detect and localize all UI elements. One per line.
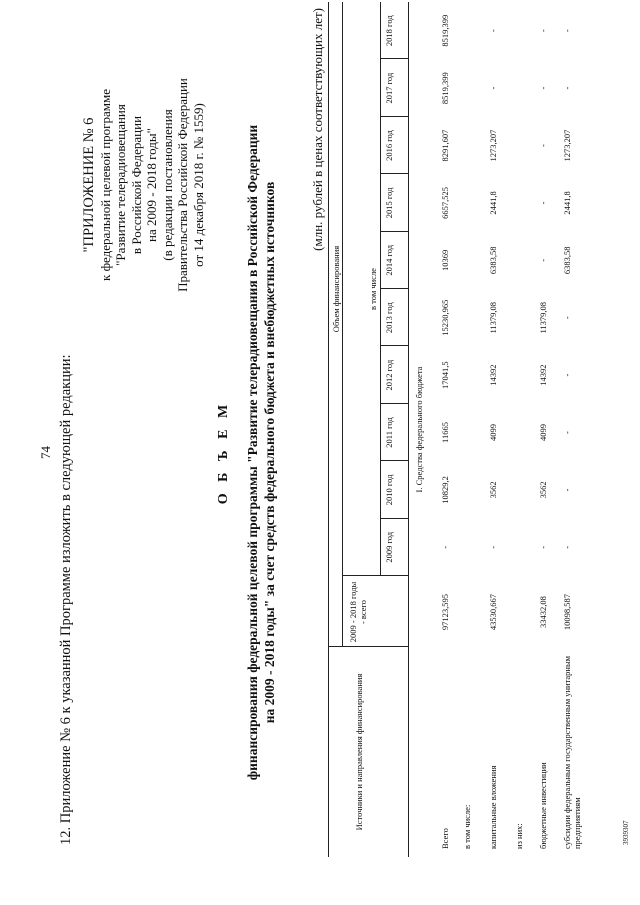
- table-cell: 3562: [538, 481, 548, 499]
- table-cell: -: [538, 144, 548, 147]
- appendix-title: "ПРИЛОЖЕНИЕ № 6: [81, 117, 97, 253]
- row-label: в том числе:: [462, 804, 472, 849]
- section-title: I. Средства федерального бюджета: [414, 366, 424, 493]
- table-cell: -: [562, 488, 572, 492]
- table-cell: -: [440, 545, 450, 549]
- row-label: капитальные вложения: [488, 765, 498, 849]
- table-cell: 8291,607: [440, 129, 450, 162]
- year-header: 2016 год: [384, 130, 394, 161]
- table-cell: 15230,965: [440, 299, 450, 336]
- table-cell: 1273,207: [488, 129, 498, 162]
- table-border: [380, 2, 381, 576]
- year-header: 2012 год: [384, 359, 394, 391]
- table-cell: -: [562, 545, 572, 549]
- heading-line: финансирования федеральной целевой программы "Развитие телерадиовещания в Российской Федерации: [245, 124, 260, 781]
- row-label: субсидии федеральным государственным унитарным предприятиям: [562, 655, 582, 849]
- appendix-line: "Развитие телерадиовещания: [113, 104, 128, 266]
- table-cell: 14392: [488, 364, 498, 386]
- row-label: из них:: [514, 823, 524, 849]
- year-header: 2011 год: [384, 417, 394, 448]
- header-source: Источники и направления финансирования: [354, 673, 364, 831]
- financing-table: [328, 2, 598, 857]
- table-cell: 4099: [488, 424, 498, 442]
- table-border: [408, 2, 409, 857]
- table-border: [328, 646, 408, 647]
- row-label: бюджетные инвестиции: [538, 762, 548, 849]
- table-border: [342, 2, 343, 647]
- year-header: 2013 год: [384, 302, 394, 334]
- appendix-line: (в редакции постановления: [159, 109, 175, 261]
- table-cell: 14392: [538, 364, 548, 386]
- table-cell: 11379,08: [538, 301, 548, 334]
- appendix-line: от 14 декабря 2018 г. № 1559): [190, 103, 206, 267]
- year-header: 2010 год: [384, 474, 394, 506]
- heading-word: О Б Ъ Е М: [216, 400, 231, 505]
- table-cell: -: [538, 258, 548, 262]
- appendix-line: на 2009 - 2018 годы": [144, 128, 159, 242]
- year-header: 2018 год: [384, 15, 394, 47]
- table-cell: -: [538, 29, 548, 33]
- table-cell: 97123,595: [440, 593, 450, 631]
- appendix-line: к федеральной целевой программе: [97, 89, 113, 281]
- table-cell: 11379,08: [488, 301, 498, 334]
- page-number: 74: [38, 446, 53, 459]
- table-cell: 6383,58: [488, 246, 498, 275]
- table-cell: -: [562, 431, 572, 434]
- table-cell: 43530,667: [488, 593, 498, 631]
- table-cell: -: [488, 86, 498, 90]
- table-border: [328, 2, 329, 857]
- table-cell: -: [562, 29, 572, 33]
- row-label: Всего: [440, 828, 450, 849]
- table-cell: -: [538, 201, 548, 205]
- table-cell: -: [538, 86, 548, 90]
- appendix-line: Правительства Российской Федерации: [175, 78, 190, 292]
- year-header: 2017 год: [384, 72, 394, 104]
- table-cell: 1273,207: [562, 129, 572, 162]
- table-cell: -: [562, 316, 572, 320]
- table-cell: 11665: [440, 422, 450, 443]
- appendix-header: [82, 5, 206, 365]
- table-cell: -: [562, 86, 572, 90]
- table-cell: 6657,525: [440, 186, 450, 219]
- table-cell: 3562: [488, 481, 498, 499]
- table-cell: -: [538, 545, 548, 549]
- table-cell: 8519,399: [440, 14, 450, 47]
- units-note: (млн. рублей в ценах соответствующих лет): [310, 8, 325, 251]
- table-cell: 10369: [440, 249, 450, 271]
- table-cell: 10829,2: [440, 476, 450, 504]
- table-cell: -: [488, 545, 498, 549]
- document-id: 3939307: [622, 820, 630, 845]
- table-cell: 33432,08: [538, 596, 548, 628]
- intro-text: 12. Приложение № 6 к указанной Программе изложить в следующей редакции:: [58, 354, 74, 845]
- table-cell: -: [562, 373, 572, 377]
- heading-line: на 2009 - 2018 годы" за счет средств федерального бюджета и внебюджетных источников: [262, 181, 277, 724]
- year-header: 2015 год: [384, 187, 394, 219]
- header-total: 2009 - 2018 годы - всего: [348, 581, 368, 643]
- table-cell: 17041,5: [440, 361, 450, 389]
- document-heading: [216, 0, 278, 905]
- year-header: 2009 год: [384, 531, 394, 563]
- table-cell: 10098,587: [562, 593, 572, 631]
- table-cell: 8519,399: [440, 72, 450, 105]
- table-cell: 2441,8: [562, 191, 572, 215]
- year-header: 2014 год: [384, 244, 394, 276]
- appendix-line: в Российской Федерации: [128, 115, 144, 255]
- table-cell: 6383,58: [562, 246, 572, 275]
- header-incl: в том числе: [368, 268, 378, 310]
- table-cell: 2441,8: [488, 191, 498, 215]
- table-cell: 4099: [538, 424, 548, 442]
- table-cell: -: [488, 29, 498, 33]
- header-volume: Объем финансирования: [331, 245, 341, 333]
